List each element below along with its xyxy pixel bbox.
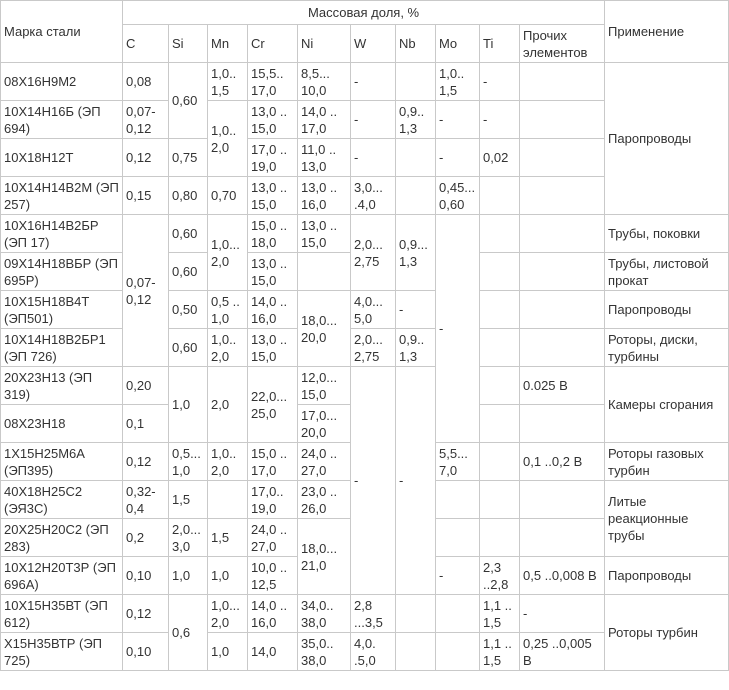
empty-cell [520, 101, 605, 139]
header-cr: Cr [248, 25, 298, 63]
value-cell: 17,0 .. 19,0 [248, 139, 298, 177]
grade-cell: 09Х14Н18ВБР (ЭП 695Р) [1, 253, 123, 291]
value-cell: - [351, 101, 396, 139]
value-cell: 13,0 .. 15,0 [298, 215, 351, 253]
value-cell: 1,0.. 1,5 [208, 63, 248, 101]
value-cell: 12,0... 15,0 [298, 367, 351, 405]
value-cell: 0,15 [123, 177, 169, 215]
empty-cell [480, 329, 520, 367]
value-cell: Трубы, листовой прокат [605, 253, 729, 291]
value-cell: 5,5... 7,0 [436, 443, 480, 481]
value-cell: 1,0.. 2,0 [208, 101, 248, 177]
value-cell: 0,5... 1,0 [169, 443, 208, 481]
header-w: W [351, 25, 396, 63]
value-cell: 0,1 [123, 405, 169, 443]
empty-cell [298, 253, 351, 291]
value-cell: - [480, 63, 520, 101]
empty-cell [520, 291, 605, 329]
value-cell: 0,2 [123, 519, 169, 557]
value-cell: 2,0... 2,75 [351, 215, 396, 291]
empty-cell [480, 215, 520, 253]
value-cell: 24,0 .. 27,0 [248, 519, 298, 557]
grade-cell: 1Х15Н25М6А (ЭП395) [1, 443, 123, 481]
grade-cell: 08Х23Н18 [1, 405, 123, 443]
value-cell: 3,0... .4,0 [351, 177, 396, 215]
empty-cell [520, 519, 605, 557]
grade-cell: 10Х15Н18В4Т (ЭП501) [1, 291, 123, 329]
value-cell: 0,60 [169, 253, 208, 291]
value-cell: 22,0... 25,0 [248, 367, 298, 443]
header-nb: Nb [396, 25, 436, 63]
value-cell: - [351, 63, 396, 101]
empty-cell [396, 177, 436, 215]
value-cell: 8,5... 10,0 [298, 63, 351, 101]
empty-cell [520, 481, 605, 519]
table-row [1, 215, 729, 253]
value-cell: Трубы, поковки [605, 215, 729, 253]
value-cell: 1,1 .. 1,5 [480, 595, 520, 633]
value-cell: 0,50 [169, 291, 208, 329]
value-cell: 13,0 .. 15,0 [248, 329, 298, 367]
value-cell: 0,02 [480, 139, 520, 177]
empty-cell [520, 215, 605, 253]
value-cell: - [436, 215, 480, 443]
value-cell: 4,0. .5,0 [351, 633, 396, 671]
empty-cell [480, 177, 520, 215]
value-cell: 15,0 .. 18,0 [248, 215, 298, 253]
empty-cell [520, 253, 605, 291]
value-cell: 0,75 [169, 139, 208, 177]
value-cell: 17,0.. 19,0 [248, 481, 298, 519]
value-cell: Паропроводы [605, 291, 729, 329]
table-row [1, 367, 729, 405]
grade-cell: 10Х16Н14В2БР (ЭП 17) [1, 215, 123, 253]
value-cell: Роторы газовых турбин [605, 443, 729, 481]
value-cell: 0,6 [169, 595, 208, 671]
empty-cell [520, 139, 605, 177]
empty-cell [480, 443, 520, 481]
value-cell: 13,0 .. 15,0 [248, 253, 298, 291]
empty-cell [396, 595, 436, 633]
value-cell: 1,0.. 2,0 [208, 329, 248, 367]
empty-cell [480, 367, 520, 405]
value-cell: 0,9.. 1,3 [396, 329, 436, 367]
value-cell: 0,5 .. 1,0 [208, 291, 248, 329]
value-cell: 1,0.. 2,0 [208, 443, 248, 481]
empty-cell [480, 405, 520, 443]
value-cell: Роторы турбин [605, 595, 729, 671]
value-cell: 1,0... 2,0 [208, 215, 248, 291]
grade-cell: 08Х16Н9М2 [1, 63, 123, 101]
value-cell: 0,80 [169, 177, 208, 215]
value-cell: 0,10 [123, 633, 169, 671]
grade-cell: 40Х18Н25С2 (ЭЯ3С) [1, 481, 123, 519]
value-cell: - [520, 595, 605, 633]
value-cell: 0,20 [123, 367, 169, 405]
value-cell: 2,0... 3,0 [169, 519, 208, 557]
value-cell: 1,0.. 1,5 [436, 63, 480, 101]
value-cell: 0,9... 1,3 [396, 215, 436, 291]
value-cell: 18,0... 21,0 [298, 519, 351, 595]
header-ni: Ni [298, 25, 351, 63]
value-cell: 0,07- 0,12 [123, 215, 169, 367]
header-ti: Ti [480, 25, 520, 63]
empty-cell [436, 595, 480, 633]
value-cell: 14,0 .. 16,0 [248, 291, 298, 329]
value-cell: 0,60 [169, 215, 208, 253]
value-cell: 2,3 ..2,8 [480, 557, 520, 595]
value-cell: 4,0... 5,0 [351, 291, 396, 329]
empty-cell [520, 329, 605, 367]
value-cell: 0,9.. 1,3 [396, 101, 436, 139]
grade-cell: Х15Н35ВТР (ЭП 725) [1, 633, 123, 671]
empty-cell [396, 139, 436, 177]
header-mo: Mo [436, 25, 480, 63]
table-row [1, 329, 729, 367]
empty-cell [396, 633, 436, 671]
value-cell: 1,5 [208, 519, 248, 557]
value-cell: 13,0 .. 16,0 [298, 177, 351, 215]
value-cell: - [396, 367, 436, 595]
value-cell: 13,0 .. 15,0 [248, 101, 298, 139]
value-cell: 1,0 [169, 367, 208, 443]
value-cell: 0,70 [208, 177, 248, 215]
table-row [1, 291, 729, 329]
value-cell: 0.025 В [520, 367, 605, 405]
value-cell: 0,12 [123, 595, 169, 633]
value-cell: 2,0... 2,75 [351, 329, 396, 367]
value-cell: 14,0 .. 16,0 [248, 595, 298, 633]
grade-cell: 20Х23Н13 (ЭП 319) [1, 367, 123, 405]
grade-cell: 10Х18Н12Т [1, 139, 123, 177]
value-cell: 18,0... 20,0 [298, 291, 351, 367]
value-cell: 0,25 ..0,005 В [520, 633, 605, 671]
empty-cell [208, 481, 248, 519]
empty-cell [396, 63, 436, 101]
value-cell: 0,60 [169, 329, 208, 367]
value-cell: 14,0 [248, 633, 298, 671]
value-cell: 0,08 [123, 63, 169, 101]
empty-cell [480, 253, 520, 291]
grade-cell: 20Х25Н20С2 (ЭП 283) [1, 519, 123, 557]
value-cell: 0,5 ..0,008 В [520, 557, 605, 595]
value-cell: 35,0.. 38,0 [298, 633, 351, 671]
value-cell: 0,45... 0,60 [436, 177, 480, 215]
value-cell: - [351, 139, 396, 177]
value-cell: 0,32- 0,4 [123, 481, 169, 519]
header-app: Применение [605, 1, 729, 63]
value-cell: - [436, 139, 480, 177]
grade-cell: 10Х15Н35ВТ (ЭП 612) [1, 595, 123, 633]
value-cell: 1,0 [169, 557, 208, 595]
empty-cell [436, 633, 480, 671]
table-row [1, 63, 729, 101]
value-cell: 0,12 [123, 139, 169, 177]
table-row [1, 595, 729, 633]
header-mass: Массовая доля, % [123, 1, 605, 25]
value-cell: 0,07- 0,12 [123, 101, 169, 139]
header-grade: Марка стали [1, 1, 123, 63]
value-cell: 1,5 [169, 481, 208, 519]
empty-cell [480, 481, 520, 519]
empty-cell [520, 405, 605, 443]
empty-cell [436, 481, 480, 519]
empty-cell [520, 177, 605, 215]
value-cell: - [480, 101, 520, 139]
value-cell: Роторы, диски, турбины [605, 329, 729, 367]
grade-cell: 10Х12Н20Т3Р (ЭП 696А) [1, 557, 123, 595]
value-cell: 0,1 ..0,2 В [520, 443, 605, 481]
empty-cell [480, 519, 520, 557]
header-mn: Mn [208, 25, 248, 63]
value-cell: - [436, 101, 480, 139]
value-cell: 2,8 ...3,5 [351, 595, 396, 633]
value-cell: 15,0 .. 17,0 [248, 443, 298, 481]
value-cell: 2,0 [208, 367, 248, 443]
value-cell: - [351, 367, 396, 595]
value-cell: - [436, 557, 480, 595]
empty-cell [436, 519, 480, 557]
header-other: Прочих элементов [520, 25, 605, 63]
value-cell: 17,0... 20,0 [298, 405, 351, 443]
value-cell: Паропроводы [605, 63, 729, 215]
header-si: Si [169, 25, 208, 63]
grade-cell: 10Х14Н18В2БР1 (ЭП 726) [1, 329, 123, 367]
value-cell: 1,0... 2,0 [208, 595, 248, 633]
grade-cell: 10Х14Н16Б (ЭП 694) [1, 101, 123, 139]
value-cell: 13,0 .. 15,0 [248, 177, 298, 215]
value-cell: 1,1 .. 1,5 [480, 633, 520, 671]
header-c: C [123, 25, 169, 63]
value-cell: 24,0 .. 27,0 [298, 443, 351, 481]
value-cell: - [396, 291, 436, 329]
value-cell: Камеры сгорания [605, 367, 729, 443]
value-cell: 11,0 .. 13,0 [298, 139, 351, 177]
value-cell: 0,10 [123, 557, 169, 595]
empty-cell [520, 63, 605, 101]
grade-cell: 10Х14Н14В2М (ЭП 257) [1, 177, 123, 215]
value-cell: 10,0 .. 12,5 [248, 557, 298, 595]
value-cell: 1,0 [208, 633, 248, 671]
value-cell: 0,60 [169, 63, 208, 139]
value-cell: 15,5.. 17,0 [248, 63, 298, 101]
value-cell: Паропроводы [605, 557, 729, 595]
value-cell: 23,0 .. 26,0 [298, 481, 351, 519]
value-cell: 1,0 [208, 557, 248, 595]
value-cell: 34,0.. 38,0 [298, 595, 351, 633]
value-cell: 0,12 [123, 443, 169, 481]
value-cell: 14,0 .. 17,0 [298, 101, 351, 139]
value-cell: Литые реакционные трубы [605, 481, 729, 557]
empty-cell [480, 291, 520, 329]
